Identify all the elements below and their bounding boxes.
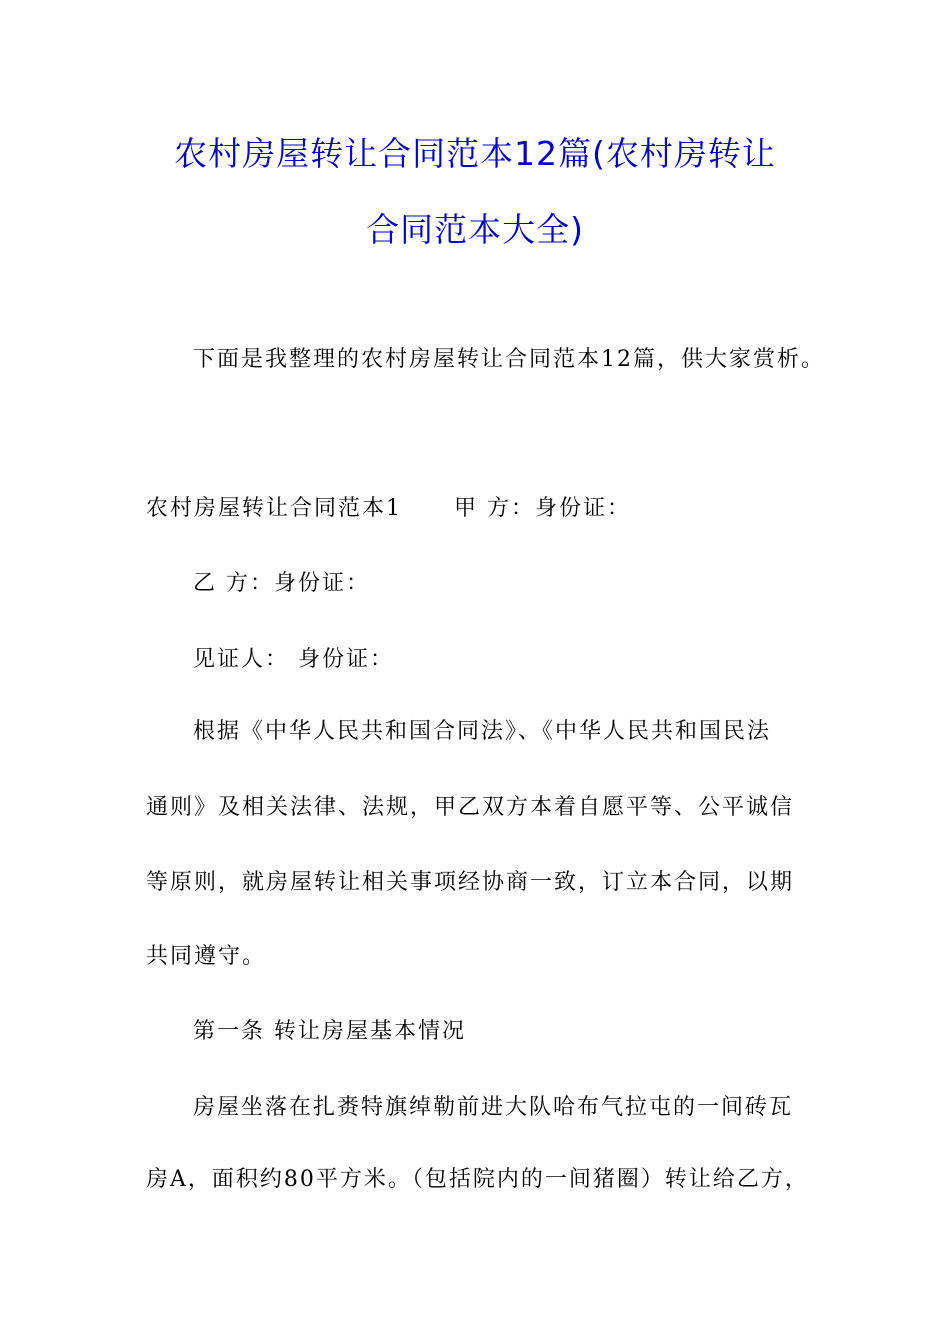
party-a-line: 甲 方：身份证： [454, 496, 631, 521]
witness-line: 见证人： 身份证： [193, 647, 394, 672]
intro-paragraph: 下面是我整理的农村房屋转让合同范本12篇，供大家赏析。 [193, 347, 825, 372]
basis-line-3: 等原则，就房屋转让相关事项经协商一致，订立本合同，以期 [146, 870, 795, 895]
article-1-line-1: 房屋坐落在扎赉特旗绰勒前进大队哈布气拉屯的一间砖瓦 [193, 1095, 794, 1120]
document-title-line-2: 合同范本大全) [366, 210, 584, 249]
basis-line-2: 通则》及相关法律、法规，甲乙双方本着自愿平等、公平诚信 [146, 795, 795, 820]
article-1-heading: 第一条 转让房屋基本情况 [193, 1019, 466, 1044]
document-title-line-1: 农村房屋转让合同范本12篇(农村房转让 [174, 134, 776, 173]
party-b-line: 乙 方：身份证： [193, 571, 370, 596]
article-1-line-2: 房A，面积约80平方米。（包括院内的一间猪圈）转让给乙方， [146, 1167, 809, 1192]
basis-line-1: 根据《中华人民共和国合同法》、《中华人民共和国民法 [193, 719, 772, 744]
section-heading: 农村房屋转让合同范本1 [146, 496, 402, 521]
contract-header-line [146, 494, 631, 524]
basis-line-4: 共同遵守。 [146, 944, 267, 969]
